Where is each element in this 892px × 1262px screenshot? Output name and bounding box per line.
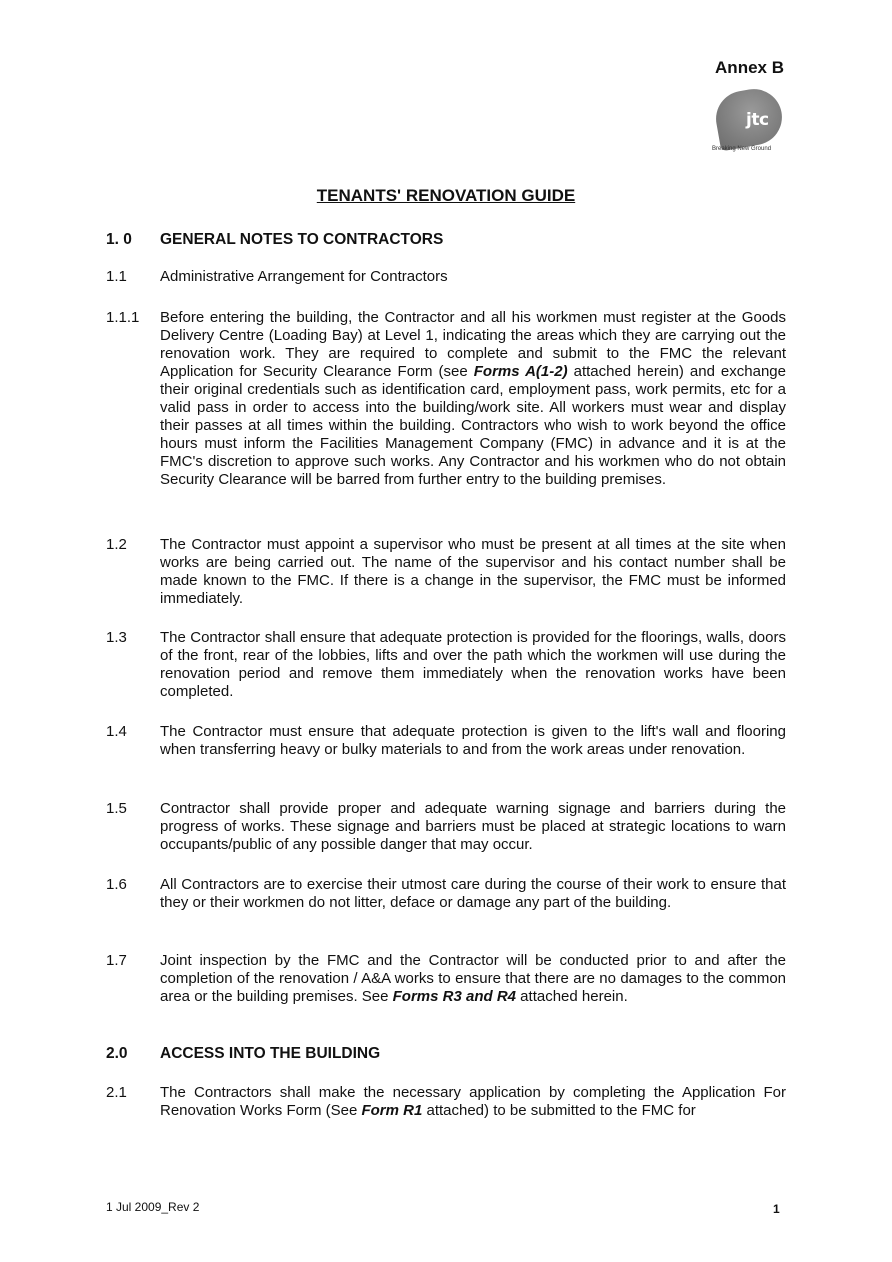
section-1-heading [106, 231, 443, 249]
clause-1-6 [106, 876, 786, 912]
clause-text-part: Before entering the building, the Contractor and all his workmen must register at the Goods Delivery Centre (Loading Bay) at Level 1, indicating the areas which they are carrying out the renovation work. They are required to complete and submit to the FMC the relevant Application for Security Clearance Form (see [160, 309, 786, 380]
logo-tagline: Breaking New Ground [712, 146, 772, 152]
clause-text [160, 1084, 786, 1120]
clause-1-7 [106, 952, 786, 1006]
clause-text-part: attached herein. [516, 988, 628, 1005]
clause-text: All Contractors are to exercise their utmost care during the course of their work to ensure that they or their workmen do not litter, deface or damage any part of the building. [160, 876, 786, 911]
page-title: TENANTS' RENOVATION GUIDE [316, 186, 576, 205]
clause-text-part: Joint inspection by the FMC and the Contractor will be conducted prior to and after the completion of the renovation / A&A works to ensure that there are no damages to the common area or the building premises. See [160, 952, 786, 1005]
section-title: ACCESS INTO THE BUILDING [160, 1045, 381, 1062]
clause-text: Administrative Arrangement for Contractors [160, 268, 448, 285]
page-number: 1 [773, 1202, 780, 1216]
footer-date-revision: 1 Jul 2009_Rev 2 [106, 1200, 200, 1214]
clause-number: 1.1.1 [106, 309, 140, 326]
clause-2-1 [106, 1084, 786, 1120]
logo-text: jtc [746, 110, 769, 130]
clause-text [160, 952, 786, 1006]
clause-number: 1.4 [106, 723, 127, 740]
form-reference: Forms A(1-2) [473, 363, 568, 380]
section-number: 1. 0 [106, 231, 132, 248]
section-2-heading [106, 1045, 380, 1063]
clause-text: The Contractor shall ensure that adequate protection is provided for the floorings, walls, doors of the front, rear of the lobbies, lifts and over the path which the workmen will use during the renovation period and remove them immediately when the renovation works have been completed. [160, 629, 786, 700]
clause-number: 1.2 [106, 536, 127, 553]
clause-number: 2.1 [106, 1084, 127, 1101]
form-reference: Forms R3 and R4 [392, 988, 517, 1005]
clause-text: The Contractor must ensure that adequate protection is given to the lift's wall and flooring when transferring heavy or bulky materials to and from the work areas under renovation. [160, 723, 786, 758]
clause-number: 1.5 [106, 800, 127, 817]
section-title: GENERAL NOTES TO CONTRACTORS [160, 231, 444, 248]
clause-text-part: attached herein) and exchange their original credentials such as identification card, employment pass, work permits, etc for a valid pass in order to access into the building/work site. All workers must wear and display their passes at all times within the building. Contractors who wish to work beyond the office hours must inform the Facilities Management Company (FMC) in advance and it is at the FMC's discretion to approve such works. Any Contractor and his workmen who do not obtain Security Clearance will be barred from further entry to the building premises. [160, 363, 786, 488]
jtc-logo [712, 90, 786, 156]
form-reference: Form R1 [361, 1102, 423, 1119]
clause-1-1 [106, 268, 786, 286]
clause-number: 1.3 [106, 629, 127, 646]
clause-1-4 [106, 723, 786, 759]
clause-text-part: attached) to be submitted to the FMC for [422, 1102, 696, 1119]
clause-1-5 [106, 800, 786, 854]
clause-number: 1.7 [106, 952, 127, 969]
clause-text: Contractor shall provide proper and adequate warning signage and barriers during the progress of works. These signage and barriers must be placed at strategic locations to warn occupants/public of any possible danger that may occur. [160, 800, 786, 853]
annex-label: Annex B [715, 58, 784, 77]
clause-number: 1.6 [106, 876, 127, 893]
clause-text-part: The Contractors shall make the necessary application by completing the Application For Renovation Works Form (See [160, 1084, 786, 1119]
section-number: 2.0 [106, 1045, 128, 1062]
clause-1-3 [106, 629, 786, 701]
clause-1-1-1 [106, 309, 786, 489]
clause-text: The Contractor must appoint a supervisor who must be present at all times at the site when works are being carried out. The name of the supervisor and his contact number shall be made known to the FMC. If there is a change in the supervisor, the FMC must be informed immediately. [160, 536, 786, 607]
clause-text [160, 309, 786, 489]
clause-number: 1.1 [106, 268, 127, 285]
clause-1-2 [106, 536, 786, 608]
